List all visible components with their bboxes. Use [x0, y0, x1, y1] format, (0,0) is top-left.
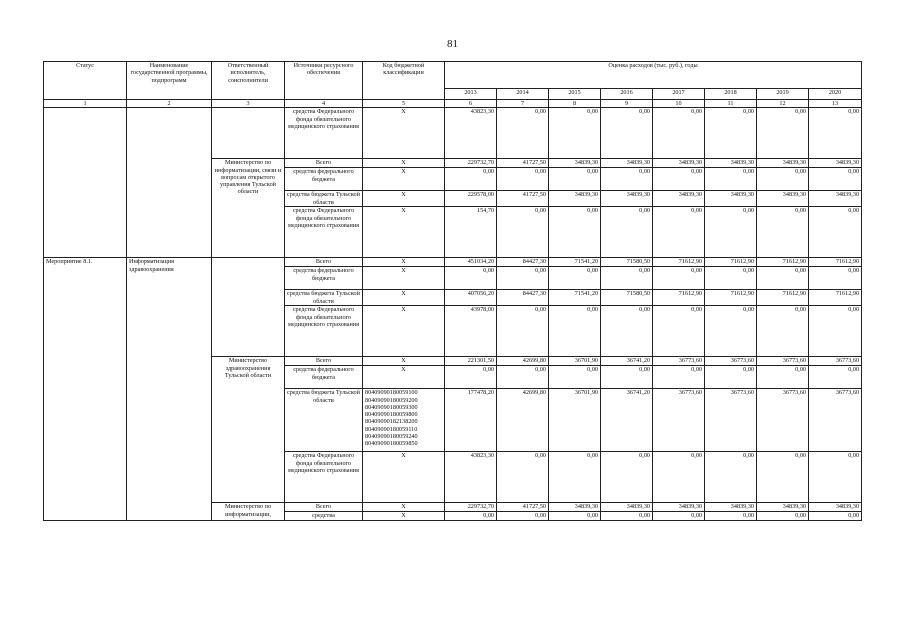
value-cell: 71541,20	[549, 258, 601, 267]
source-cell: средства Федерального фонда обязательного медицинского страхования	[285, 452, 363, 503]
value-cell: 0,00	[705, 108, 757, 159]
value-cell: 0,00	[497, 512, 549, 521]
column-number: 13	[809, 100, 862, 108]
value-cell: 0,00	[549, 366, 601, 389]
value-cell: 0,00	[809, 168, 862, 191]
value-cell: 154,70	[445, 207, 497, 258]
value-cell: 0,00	[653, 306, 705, 357]
source-cell: Всего	[285, 159, 363, 168]
value-cell: 0,00	[705, 366, 757, 389]
value-cell: 0,00	[705, 452, 757, 503]
status-cell: Мероприятие 8.1.	[44, 258, 127, 521]
value-cell: 0,00	[497, 108, 549, 159]
column-number: 10	[653, 100, 705, 108]
value-cell: 36741,20	[601, 389, 653, 452]
value-cell: 407056,20	[445, 290, 497, 306]
value-cell: 0,00	[445, 366, 497, 389]
column-number: 8	[549, 100, 601, 108]
value-cell: 41727,50	[497, 191, 549, 207]
value-cell: 0,00	[601, 452, 653, 503]
budget-code-cell: X	[363, 512, 445, 521]
value-cell: 71612,90	[653, 290, 705, 306]
source-cell: средства бюджета Тульской области	[285, 389, 363, 452]
column-number: 4	[285, 100, 363, 108]
value-cell: 0,00	[549, 512, 601, 521]
value-cell: 71580,50	[601, 258, 653, 267]
source-cell: Всего	[285, 258, 363, 267]
value-cell: 71612,90	[653, 258, 705, 267]
value-cell: 0,00	[757, 108, 809, 159]
budget-code-cell: X	[363, 258, 445, 267]
value-cell: 0,00	[705, 267, 757, 290]
year-header: 2017	[653, 89, 705, 100]
value-cell: 0,00	[809, 267, 862, 290]
value-cell: 34839,30	[757, 503, 809, 512]
header-status: Статус	[44, 62, 127, 100]
header-row	[44, 62, 862, 89]
budget-code-cell: X	[363, 267, 445, 290]
budget-code-cell: X	[363, 168, 445, 191]
value-cell: 36741,20	[601, 357, 653, 366]
year-header: 2019	[757, 89, 809, 100]
value-cell: 0,00	[757, 306, 809, 357]
value-cell: 0,00	[653, 452, 705, 503]
header-sources: Источники ресурсного обеспечения	[285, 62, 363, 100]
value-cell: 36773,60	[653, 389, 705, 452]
value-cell: 71612,90	[809, 258, 862, 267]
budget-code-cell: X	[363, 503, 445, 512]
value-cell: 0,00	[705, 306, 757, 357]
value-cell: 177478,20	[445, 389, 497, 452]
value-cell: 0,00	[549, 108, 601, 159]
value-cell: 0,00	[497, 452, 549, 503]
budget-code-cell: X	[363, 207, 445, 258]
value-cell: 34839,30	[705, 191, 757, 207]
value-cell: 0,00	[757, 207, 809, 258]
value-cell: 34839,30	[601, 159, 653, 168]
value-cell: 0,00	[445, 168, 497, 191]
value-cell: 0,00	[549, 267, 601, 290]
value-cell: 0,00	[757, 168, 809, 191]
budget-code-cell: X	[363, 290, 445, 306]
source-cell: средства бюджета Тульской области	[285, 191, 363, 207]
value-cell: 0,00	[445, 512, 497, 521]
value-cell: 221301,50	[445, 357, 497, 366]
value-cell: 0,00	[601, 366, 653, 389]
value-cell: 34839,30	[601, 191, 653, 207]
value-cell: 0,00	[757, 366, 809, 389]
value-cell: 34839,30	[601, 503, 653, 512]
value-cell: 41727,50	[497, 503, 549, 512]
header-name: Наименование государственной программы, подпрограмм	[127, 62, 212, 100]
column-number: 6	[445, 100, 497, 108]
value-cell: 34839,30	[809, 503, 862, 512]
value-cell: 34839,30	[653, 503, 705, 512]
column-number: 1	[44, 100, 127, 108]
table-row	[44, 108, 862, 159]
status-cell	[44, 108, 127, 258]
value-cell: 34839,30	[653, 159, 705, 168]
value-cell: 34839,30	[757, 191, 809, 207]
value-cell: 0,00	[705, 512, 757, 521]
executor-cell: Министерство по информатизации,	[212, 503, 285, 521]
column-number: 3	[212, 100, 285, 108]
value-cell: 0,00	[653, 366, 705, 389]
value-cell: 0,00	[601, 108, 653, 159]
value-cell: 34839,30	[809, 159, 862, 168]
year-header: 2016	[601, 89, 653, 100]
value-cell: 71541,20	[549, 290, 601, 306]
value-cell: 71612,90	[757, 290, 809, 306]
value-cell: 84427,30	[497, 258, 549, 267]
source-cell: Всего	[285, 357, 363, 366]
year-header: 2013	[445, 89, 497, 100]
source-cell: средства федерального бюджета	[285, 366, 363, 389]
value-cell: 0,00	[757, 512, 809, 521]
value-cell: 0,00	[809, 512, 862, 521]
executor-cell: Министерство здравоохранения Тульской области	[212, 357, 285, 503]
value-cell: 0,00	[601, 168, 653, 191]
value-cell: 0,00	[809, 366, 862, 389]
value-cell: 0,00	[809, 306, 862, 357]
value-cell: 42699,80	[497, 357, 549, 366]
budget-table	[43, 61, 862, 521]
budget-code-cell: X	[363, 108, 445, 159]
value-cell: 0,00	[601, 512, 653, 521]
column-number: 7	[497, 100, 549, 108]
page-number: 81	[447, 38, 458, 50]
value-cell: 0,00	[809, 108, 862, 159]
value-cell: 34839,30	[705, 159, 757, 168]
value-cell: 0,00	[497, 267, 549, 290]
value-cell: 36773,60	[757, 357, 809, 366]
value-cell: 36773,60	[809, 357, 862, 366]
value-cell: 0,00	[497, 207, 549, 258]
value-cell: 0,00	[549, 452, 601, 503]
value-cell: 0,00	[445, 267, 497, 290]
value-cell: 0,00	[497, 306, 549, 357]
value-cell: 36773,60	[705, 357, 757, 366]
value-cell: 0,00	[705, 168, 757, 191]
value-cell: 0,00	[549, 306, 601, 357]
value-cell: 36773,60	[653, 357, 705, 366]
value-cell: 0,00	[601, 306, 653, 357]
value-cell: 229732,70	[445, 503, 497, 512]
value-cell: 41727,50	[497, 159, 549, 168]
budget-code-cell: X	[363, 357, 445, 366]
value-cell: 0,00	[601, 267, 653, 290]
source-cell: средства федерального бюджета	[285, 168, 363, 191]
value-cell: 34839,30	[549, 191, 601, 207]
table-row	[44, 258, 862, 267]
program-name-cell: Информатизация здравоохранения	[127, 258, 212, 521]
value-cell: 0,00	[549, 207, 601, 258]
value-cell: 34839,30	[653, 191, 705, 207]
header-executor: Ответственный исполнитель, соисполнители	[212, 62, 285, 100]
value-cell: 0,00	[549, 168, 601, 191]
value-cell: 229578,00	[445, 191, 497, 207]
value-cell: 36773,60	[705, 389, 757, 452]
value-cell: 0,00	[653, 512, 705, 521]
value-cell: 43823,30	[445, 108, 497, 159]
executor-cell: Министерство по информатизации, связи и вопросам открытого управления Тульской области	[212, 159, 285, 258]
value-cell: 0,00	[497, 168, 549, 191]
value-cell: 84427,30	[497, 290, 549, 306]
value-cell: 34839,30	[705, 503, 757, 512]
source-cell: Всего	[285, 503, 363, 512]
value-cell: 0,00	[653, 168, 705, 191]
value-cell: 36773,60	[809, 389, 862, 452]
column-number: 11	[705, 100, 757, 108]
header-costs: Оценка расходов (тыс. руб.), годы	[445, 62, 862, 89]
value-cell: 34839,30	[549, 503, 601, 512]
value-cell: 34839,30	[809, 191, 862, 207]
budget-code-cell: 80409090180059100 80409090180059200 80409090180059300 80409090180059800 80409090182138200 80409090180059110 80409090180059240 80409090180059850	[363, 389, 445, 452]
budget-code-cell: X	[363, 452, 445, 503]
value-cell: 36701,90	[549, 357, 601, 366]
column-number: 2	[127, 100, 212, 108]
executor-cell	[212, 108, 285, 159]
value-cell: 71612,90	[809, 290, 862, 306]
year-header: 2015	[549, 89, 601, 100]
budget-code-cell: X	[363, 366, 445, 389]
value-cell: 71612,90	[705, 258, 757, 267]
year-header: 2018	[705, 89, 757, 100]
column-number: 12	[757, 100, 809, 108]
year-header: 2020	[809, 89, 862, 100]
value-cell: 0,00	[757, 267, 809, 290]
value-cell: 229732,70	[445, 159, 497, 168]
value-cell: 36773,60	[757, 389, 809, 452]
source-cell: средства федерального бюджета	[285, 267, 363, 290]
source-cell: средства	[285, 512, 363, 521]
budget-code-cell: X	[363, 306, 445, 357]
value-cell: 34839,30	[757, 159, 809, 168]
value-cell: 0,00	[497, 366, 549, 389]
value-cell: 0,00	[757, 452, 809, 503]
value-cell: 0,00	[653, 267, 705, 290]
value-cell: 0,00	[809, 452, 862, 503]
value-cell: 71612,90	[705, 290, 757, 306]
value-cell: 451034,20	[445, 258, 497, 267]
column-number: 9	[601, 100, 653, 108]
value-cell: 43823,30	[445, 452, 497, 503]
source-cell: средства бюджета Тульской области	[285, 290, 363, 306]
source-cell: средства Федерального фонда обязательного медицинского страхования	[285, 306, 363, 357]
value-cell: 43978,00	[445, 306, 497, 357]
value-cell: 36701,90	[549, 389, 601, 452]
value-cell: 71612,90	[757, 258, 809, 267]
value-cell: 0,00	[809, 207, 862, 258]
value-cell: 0,00	[705, 207, 757, 258]
value-cell: 42699,80	[497, 389, 549, 452]
value-cell: 0,00	[653, 108, 705, 159]
value-cell: 34839,30	[549, 159, 601, 168]
program-name-cell	[127, 108, 212, 258]
executor-cell	[212, 258, 285, 357]
header-code: Код бюджетной классификации	[363, 62, 445, 100]
budget-code-cell: X	[363, 159, 445, 168]
column-number: 5	[363, 100, 445, 108]
source-cell: средства Федерального фонда обязательного медицинского страхования	[285, 207, 363, 258]
value-cell: 71580,50	[601, 290, 653, 306]
year-header: 2014	[497, 89, 549, 100]
value-cell: 0,00	[653, 207, 705, 258]
source-cell: средства Федерального фонда обязательного медицинского страхования	[285, 108, 363, 159]
value-cell: 0,00	[601, 207, 653, 258]
column-number-row	[44, 100, 862, 108]
budget-code-cell: X	[363, 191, 445, 207]
